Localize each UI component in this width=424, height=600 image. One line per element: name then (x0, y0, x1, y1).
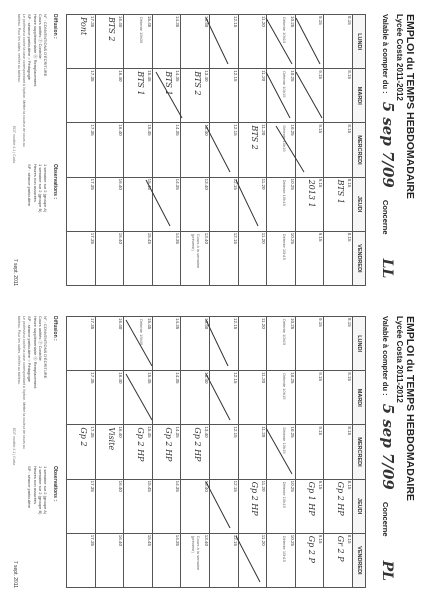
slot-cell: 13.40 Cours à la semaine (prévenir) (181, 231, 210, 285)
table-row (238, 317, 267, 588)
table-row (95, 317, 124, 588)
slot-cell: 16.40 (95, 371, 124, 425)
slot-cell: 11.20 (238, 425, 267, 479)
slot-cell: 14.35 (152, 479, 181, 533)
slot-cell: 10.25 Détente 10h15 (267, 123, 296, 177)
table-row (181, 15, 210, 286)
break-note: Détente 10h15 (281, 125, 287, 152)
table-row (267, 317, 296, 588)
day-header-vendredi: VENDREDI (353, 533, 366, 587)
handwritten-entry: Gp 2 HP (336, 481, 345, 516)
slot-cell: 17.35 Gp 2 (67, 425, 96, 479)
break-note: Détente 10h15 (281, 319, 287, 346)
timetable-sheet-top (6, 6, 418, 292)
slot-cell: 10.25 Détente 10h15 (267, 371, 296, 425)
conventions-legend: N° : CONVENTIONS D'ÉCRITURE Cours unifiés Ⓟ Contrôle Heure supplémentaire Ⓡ Remplacement SP : séance particulière ○ Pédagogie (27, 316, 48, 389)
table-row (324, 15, 353, 286)
timetable-rotated-body (6, 308, 418, 594)
day-header-jeudi: JEUDI (353, 479, 366, 533)
validity-line (379, 14, 397, 284)
break-note: Détente 10h15 (281, 535, 287, 562)
break-note: Détente 10h15 (281, 481, 287, 508)
table-row (67, 15, 96, 286)
diffusion-label: Diffusion : (52, 316, 58, 341)
conventions-legend: N° : CONVENTIONS D'ÉCRITURE Cours unifiés Ⓟ Contrôle Heure supplémentaire Ⓡ Remplacement SP : séance particulière ○ Pédagogie (27, 14, 48, 87)
slot-cell: 13.40 (181, 123, 210, 177)
slot-cell: 9.15 2013 1 (295, 177, 324, 231)
slot-cell: 13.40 BTS 2 (181, 69, 210, 123)
slot-cell: 9.15 Gp 2 P (295, 533, 324, 587)
slot-cell: 13.40 (181, 317, 210, 371)
day-header-mardi: MARDI (353, 69, 366, 123)
sheet-header (368, 316, 416, 586)
table-row (295, 317, 324, 588)
slot-cell: 13.40 (181, 371, 210, 425)
slot-cell: 13.40 Gp 2 HP (181, 425, 210, 479)
slot-cell: 16.40 (95, 317, 124, 371)
slot-cell: 16.40 (95, 231, 124, 285)
slot-cell: 14.35 (152, 231, 181, 285)
slot-cell: 16.40 (95, 533, 124, 587)
handwritten-entry: BTS 2 (250, 125, 260, 150)
slot-cell: 11.20 BTS 2 (238, 123, 267, 177)
slot-cell: 11.20 Gp 2 HP (238, 479, 267, 533)
day-header-mercredi: MERCREDI (353, 425, 366, 479)
slot-cell: 14.35 (152, 15, 181, 69)
slot-cell: 10.25 Détente 10h15 (267, 425, 296, 479)
table-row (181, 317, 210, 588)
slot-cell: 8.15 (324, 425, 353, 479)
slot-cell: 8.15 BTS 1 (324, 177, 353, 231)
symbols-legend: 1 semaine sur 2 (groupe A) 1 semaine sur 2 (groupe B) Heures non assurées SP : séance particulière (27, 466, 48, 515)
slot-cell: 12.15 (210, 317, 239, 371)
sheet-subtitle: Lycée Costa 2011-2012 (395, 14, 404, 101)
timetable-grid (66, 14, 366, 286)
slot-cell: 17.35 (67, 317, 96, 371)
handwritten-entry: Gr 2 P (336, 535, 345, 562)
slot-cell: 14.35 (152, 123, 181, 177)
slot-cell: 17.35 Pont (67, 15, 96, 69)
slot-cell: 14.35 (152, 533, 181, 587)
slot-cell: 15.45 Détente 15h35 (124, 15, 153, 69)
concerne-label: Concerne (381, 501, 390, 537)
handwritten-entry: BTS 1 (135, 71, 145, 96)
slot-cell: 15.45 BTS 1 (124, 69, 153, 123)
version-code: EDT modèle 4.1 | Costa (12, 428, 16, 466)
slot-cell: 15.45 (124, 479, 153, 533)
slot-cell: 13.40 Cours à la semaine (prévenir) (181, 533, 210, 587)
slot-cell: 16.40 (95, 123, 124, 177)
break-note: Détente 10h15 (281, 179, 287, 206)
timetable-grid (66, 316, 366, 588)
slot-cell: 16.40 (95, 69, 124, 123)
day-header-lundi: LUNDI (353, 15, 366, 69)
table-row (124, 317, 153, 588)
handwritten-class: PL (379, 560, 395, 582)
break-note: Détente 15h35 (138, 17, 144, 44)
slot-cell: 17.35 (67, 231, 96, 285)
table-row (124, 15, 153, 286)
slot-cell: 11.20 (238, 69, 267, 123)
slot-cell: 12.15 (210, 533, 239, 587)
slot-cell: 8.15 (324, 69, 353, 123)
timetable-sheet-bottom (6, 308, 418, 594)
observations-label: Observations : (52, 164, 58, 200)
handwritten-entry: Gp 1 HP (307, 481, 317, 516)
handwritten-date: 5 sep 7/09 (379, 403, 397, 490)
slot-cell: 8.15 (324, 317, 353, 371)
handwritten-entry: Gp 2 HP (250, 481, 260, 516)
day-header-jeudi: JEUDI (353, 177, 366, 231)
slot-cell: 15.45 Gp 2 HP (124, 425, 153, 479)
day-header-row (353, 317, 366, 588)
handwritten-entry: Gp 2 HP (193, 427, 203, 462)
slot-cell: 9.15 (295, 15, 324, 69)
break-note: Détente 10h15 (281, 373, 287, 400)
slot-cell: 14.35 Gp 2 HP (152, 425, 181, 479)
handwritten-entry: Gp 2 P (307, 535, 317, 563)
table-row (238, 15, 267, 286)
slot-cell: 17.35 (67, 123, 96, 177)
slot-cell: 10.25 Détente 10h15 (267, 15, 296, 69)
sheet-footer (10, 316, 58, 588)
slot-cell: 12.15 (210, 69, 239, 123)
day-header-lundi: LUNDI (353, 317, 366, 371)
conventions-fineprint: Le professeur coche la case correspondant à l'option. Mettre la couleur de cours au tableau. Pour les salles, vérifier au tableau. (17, 316, 26, 449)
handwritten-class: LL (379, 258, 395, 279)
table-row (152, 15, 181, 286)
break-note: Détente 10h15 (281, 17, 287, 44)
break-note: Détente 10h15 (281, 427, 287, 454)
slot-cell: 13.40 (181, 479, 210, 533)
day-header-vendredi: VENDREDI (353, 231, 366, 285)
slot-cell: 16.40 Visite (95, 425, 124, 479)
validity-line (379, 316, 397, 586)
slot-cell: 14.35 (152, 371, 181, 425)
sheet-title: EMPLOI du TEMPS HEBDOMADAIRE (404, 14, 416, 199)
slot-cell: 17.35 (67, 371, 96, 425)
slot-cell: 11.20 (238, 317, 267, 371)
validity-label: Valable à compter du : (381, 14, 390, 94)
vendredi-note: Cours à la semaine (prévenir) (191, 535, 202, 571)
break-note: Détente 15h35 (138, 319, 144, 346)
day-header-mercredi: MERCREDI (353, 123, 366, 177)
slot-cell: 10.25 Détente 10h15 (267, 317, 296, 371)
slot-cell: 16.40 (95, 177, 124, 231)
table-row (210, 15, 239, 286)
slot-cell: 11.20 (238, 371, 267, 425)
slot-cell: 17.35 (67, 69, 96, 123)
slot-cell: 8.15 (324, 123, 353, 177)
handwritten-entry: BTS 1 (164, 71, 174, 96)
slot-cell: 9.15 (295, 231, 324, 285)
sheet-title: EMPLOI du TEMPS HEBDOMADAIRE (404, 316, 416, 501)
slot-cell: 10.25 Détente 10h15 (267, 479, 296, 533)
slot-cell: 8.15 (324, 231, 353, 285)
version-code: EDT modèle 4.1 | Costa (12, 126, 16, 164)
sheet-footer (10, 14, 58, 286)
slot-cell: 17.35 (67, 533, 96, 587)
slot-cell: 8.15 (324, 371, 353, 425)
table-row (324, 317, 353, 588)
slot-cell: 9.15 (295, 425, 324, 479)
handwritten-entry: Gp 2 HP (164, 427, 174, 462)
table-row (210, 317, 239, 588)
sheet-header (368, 14, 416, 284)
slot-cell: 14.35 BTS 1 (152, 69, 181, 123)
slot-cell: 10.25 Détente 10h15 (267, 231, 296, 285)
slot-cell: 15.45 (124, 177, 153, 231)
conventions-fineprint: Le professeur coche la case correspondant à l'option. Mettre la couleur de cours au tableau. Pour les salles, vérifier au tableau. (17, 14, 26, 147)
slot-cell: 9.15 (295, 371, 324, 425)
slot-cell: 11.20 (238, 533, 267, 587)
slot-cell: 9.15 (295, 123, 324, 177)
handwritten-entry: Gp 2 HP (135, 427, 145, 462)
handwritten-entry: BTS 2 (107, 17, 117, 42)
slot-cell: 15.45 (124, 231, 153, 285)
slot-cell: 15.45 (124, 371, 153, 425)
vendredi-note: Cours à la semaine (prévenir) (191, 233, 202, 269)
slot-cell: 9.15 (295, 69, 324, 123)
day-header-mardi: MARDI (353, 371, 366, 425)
table-row (95, 15, 124, 286)
handwritten-date: 5 sep 7/09 (379, 101, 397, 188)
slot-cell: 12.15 (210, 177, 239, 231)
timetable-rotated-body (6, 6, 418, 292)
slot-cell: 11.20 (238, 177, 267, 231)
slot-cell: 15.45 Détente 15h35 (124, 317, 153, 371)
break-note: Détente 10h15 (281, 233, 287, 260)
slot-cell: 12.15 (210, 425, 239, 479)
table-row (267, 15, 296, 286)
slot-cell: 10.25 Détente 10h15 (267, 69, 296, 123)
diffusion-label: Diffusion : (52, 14, 58, 39)
slot-cell: 10.25 Détente 10h15 (267, 177, 296, 231)
slot-cell: 14.35 (152, 177, 181, 231)
edition-date: 7 sept. 2011 (12, 560, 18, 588)
slot-cell: 15.45 (124, 123, 153, 177)
handwritten-entry: Visite (107, 427, 117, 451)
edition-date: 7 sept. 2011 (12, 258, 18, 286)
slot-cell: 13.40 (181, 177, 210, 231)
handwritten-entry: Gp 2 (78, 427, 88, 447)
slot-cell: 8.15 (324, 15, 353, 69)
observations-label: Observations : (52, 466, 58, 502)
slot-cell: 12.15 (210, 371, 239, 425)
validity-label: Valable à compter du : (381, 316, 390, 396)
slot-cell: 12.15 (210, 123, 239, 177)
slot-cell: 16.40 BTS 2 (95, 15, 124, 69)
slot-cell: 8.15 Gr 2 P (324, 533, 353, 587)
slot-cell: 9.15 (295, 317, 324, 371)
slot-cell: 9.15 Gp 1 HP (295, 479, 324, 533)
slot-cell: 12.15 (210, 479, 239, 533)
table-row (67, 317, 96, 588)
slot-cell: 17.35 (67, 479, 96, 533)
symbols-legend: 1 semaine sur 2 (groupe A) 1 semaine sur 2 (groupe B) Heures non assurées SP : séance particulière (27, 164, 48, 213)
handwritten-entry: BTS 2 (193, 71, 203, 96)
table-row (295, 15, 324, 286)
sheet-subtitle: Lycée Costa 2011-2012 (395, 316, 404, 403)
slot-cell: 16.40 (95, 479, 124, 533)
slot-cell: 15.45 (124, 533, 153, 587)
slot-cell: 8.15 Gp 2 HP (324, 479, 353, 533)
handwritten-entry: BTS 1 (336, 179, 345, 204)
slot-cell: 13.40 (181, 15, 210, 69)
day-header-row (353, 15, 366, 286)
slot-cell: 12.15 (210, 15, 239, 69)
slot-cell: 17.35 (67, 177, 96, 231)
concerne-label: Concerne (381, 199, 390, 235)
table-row (152, 317, 181, 588)
slot-cell: 11.20 (238, 231, 267, 285)
handwritten-entry: Pont (78, 17, 88, 36)
slot-cell: 11.20 (238, 15, 267, 69)
slot-cell: 12.15 (210, 231, 239, 285)
handwritten-entry: 2013 1 (307, 179, 317, 208)
slot-cell: 10.25 Détente 10h15 (267, 533, 296, 587)
slot-cell: 14.35 (152, 317, 181, 371)
break-note: Détente 10h15 (281, 71, 287, 98)
